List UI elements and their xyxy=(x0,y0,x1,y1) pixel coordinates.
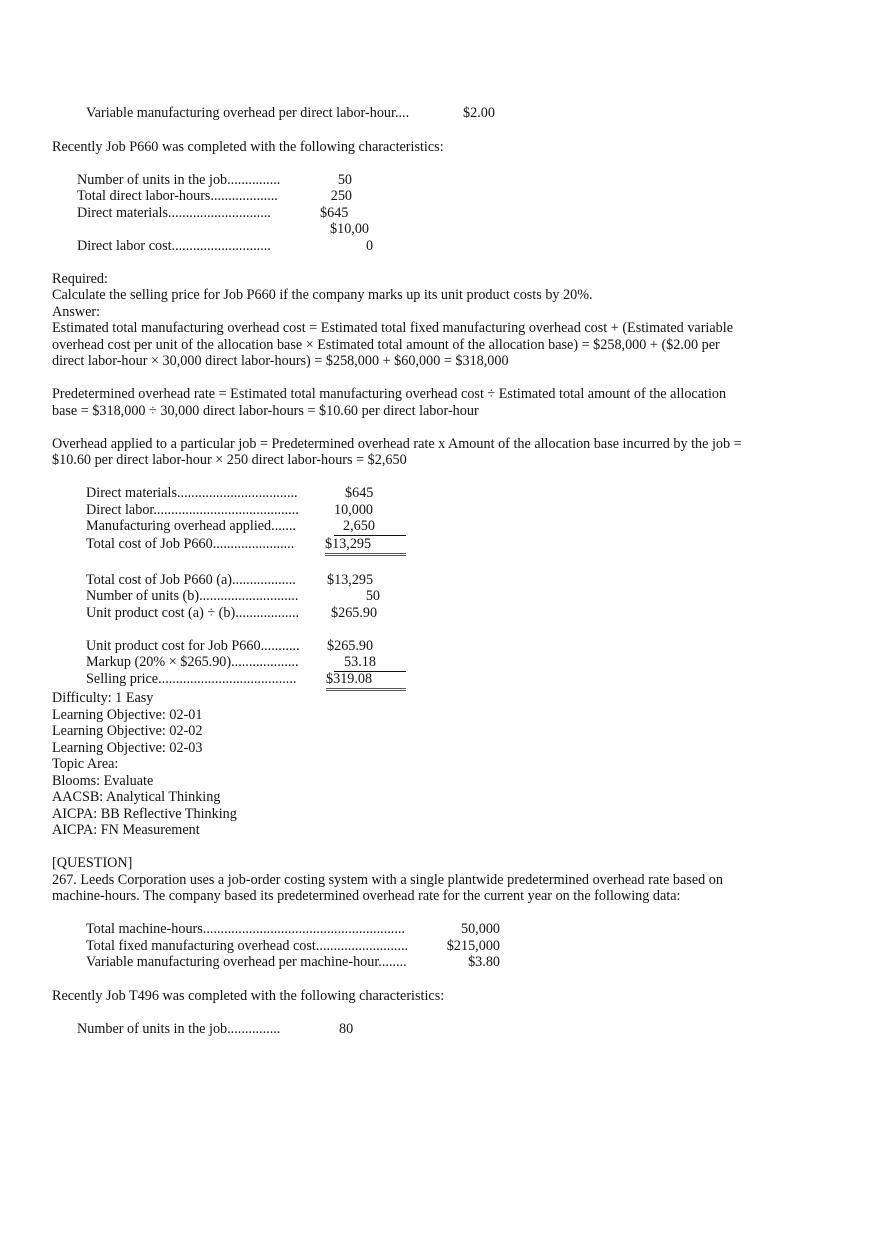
top-row-label: Variable manufacturing overhead per direct labor-hour.... xyxy=(86,105,410,121)
cost-row-value: 10,000 xyxy=(334,502,374,518)
paragraph-line: direct labor-hour × 30,000 direct labor-hours) = $258,000 + $60,000 = $318,000 xyxy=(52,353,509,369)
unit-row-value: $13,295 xyxy=(327,572,374,588)
paragraph-line: Overhead applied to a particular job = Predetermined overhead rate x Amount of the allocation base incurred by the job = xyxy=(52,436,742,452)
unit-row-label: Number of units (b)............................ xyxy=(86,588,299,604)
question-line: machine-hours. The company based its predetermined overhead rate for the current year on the following data: xyxy=(52,888,681,904)
meta-learning-objective: Learning Objective: 02-02 xyxy=(52,723,203,739)
paragraph-line: Estimated total manufacturing overhead cost = Estimated total fixed manufacturing overhead cost + (Estimated variable xyxy=(52,320,734,336)
selling-price-value: $319.08 xyxy=(326,671,406,691)
machine-row-value: $215,000 xyxy=(446,938,500,954)
paragraph-line: $10.60 per direct labor-hour × 250 direct labor-hours = $2,650 xyxy=(52,452,407,468)
paragraph-line: overhead cost per unit of the allocation base × Estimated total amount of the allocation base) = $258,000 + ($2.00 per xyxy=(52,337,720,353)
job-t496-row-label: Number of units in the job............... xyxy=(77,1021,281,1037)
job-p660-row-label: Direct labor cost............................ xyxy=(77,238,271,254)
question-tag: [QUESTION] xyxy=(52,855,133,871)
cost-row-label: Direct labor......................................... xyxy=(86,502,299,518)
meta-aacsb: AACSB: Analytical Thinking xyxy=(52,789,221,805)
cost-total-label: Total cost of Job P660....................... xyxy=(86,536,295,552)
job-p660-row-value: $645 xyxy=(320,205,349,221)
selling-price-label: Selling price....................................... xyxy=(86,671,297,687)
meta-difficulty: Difficulty: 1 Easy xyxy=(52,690,154,706)
cost-row-value: $645 xyxy=(345,485,374,501)
top-row-value: $2.00 xyxy=(463,105,495,121)
unit-row-label: Total cost of Job P660 (a).................. xyxy=(86,572,296,588)
job-p660-row-label: Number of units in the job............... xyxy=(77,172,281,188)
cost-total-value: $13,295 xyxy=(325,536,406,556)
meta-aicpa: AICPA: FN Measurement xyxy=(52,822,200,838)
meta-learning-objective: Learning Objective: 02-01 xyxy=(52,707,203,723)
job-t496-intro: Recently Job T496 was completed with the following characteristics: xyxy=(52,988,445,1004)
machine-row-label: Total machine-hours......................................................... xyxy=(86,921,405,937)
price-row-value: $265.90 xyxy=(327,638,374,654)
job-p660-row-value: $10,00 xyxy=(330,221,370,237)
unit-row-label: Unit product cost (a) ÷ (b).................. xyxy=(86,605,300,621)
job-t496-row-value: 80 xyxy=(339,1021,354,1037)
unit-row-value: 50 xyxy=(365,588,380,604)
cost-row-label: Direct materials.................................. xyxy=(86,485,298,501)
meta-blooms: Blooms: Evaluate xyxy=(52,773,154,789)
unit-row-value: $265.90 xyxy=(331,605,378,621)
meta-topic-area: Topic Area: xyxy=(52,756,119,772)
price-row-label: Markup (20% × $265.90)................... xyxy=(86,654,299,670)
price-row-label: Unit product cost for Job P660........... xyxy=(86,638,300,654)
job-p660-intro: Recently Job P660 was completed with the following characteristics: xyxy=(52,139,444,155)
cost-row-value: 2,650 xyxy=(334,518,406,536)
job-p660-row-label: Total direct labor-hours................... xyxy=(77,188,278,204)
job-p660-row-value: 50 xyxy=(337,172,352,188)
required-text: Calculate the selling price for Job P660 if the company marks up its unit product costs by 20%. xyxy=(52,287,593,303)
price-row-value: 53.18 xyxy=(334,654,406,672)
meta-aicpa: AICPA: BB Reflective Thinking xyxy=(52,806,237,822)
answer-label: Answer: xyxy=(52,304,101,320)
job-p660-row-value: 250 xyxy=(330,188,352,204)
required-label: Required: xyxy=(52,271,108,287)
machine-row-value: $3.80 xyxy=(468,954,500,970)
meta-learning-objective: Learning Objective: 02-03 xyxy=(52,740,203,756)
cost-row-label: Manufacturing overhead applied....... xyxy=(86,518,296,534)
machine-row-label: Total fixed manufacturing overhead cost.......................... xyxy=(86,938,409,954)
machine-row-value: 50,000 xyxy=(460,921,500,937)
paragraph-line: Predetermined overhead rate = Estimated total manufacturing overhead cost ÷ Estimated total amount of the allocation xyxy=(52,386,727,402)
paragraph-line: base = $318,000 ÷ 30,000 direct labor-hours = $10.60 per direct labor-hour xyxy=(52,403,479,419)
job-p660-row-label: Direct materials............................. xyxy=(77,205,271,221)
machine-row-label: Variable manufacturing overhead per machine-hour........ xyxy=(86,954,407,970)
job-p660-row-value: 0 xyxy=(366,238,374,254)
question-line: 267. Leeds Corporation uses a job-order costing system with a single plantwide predetermined overhead rate based on xyxy=(52,872,723,888)
